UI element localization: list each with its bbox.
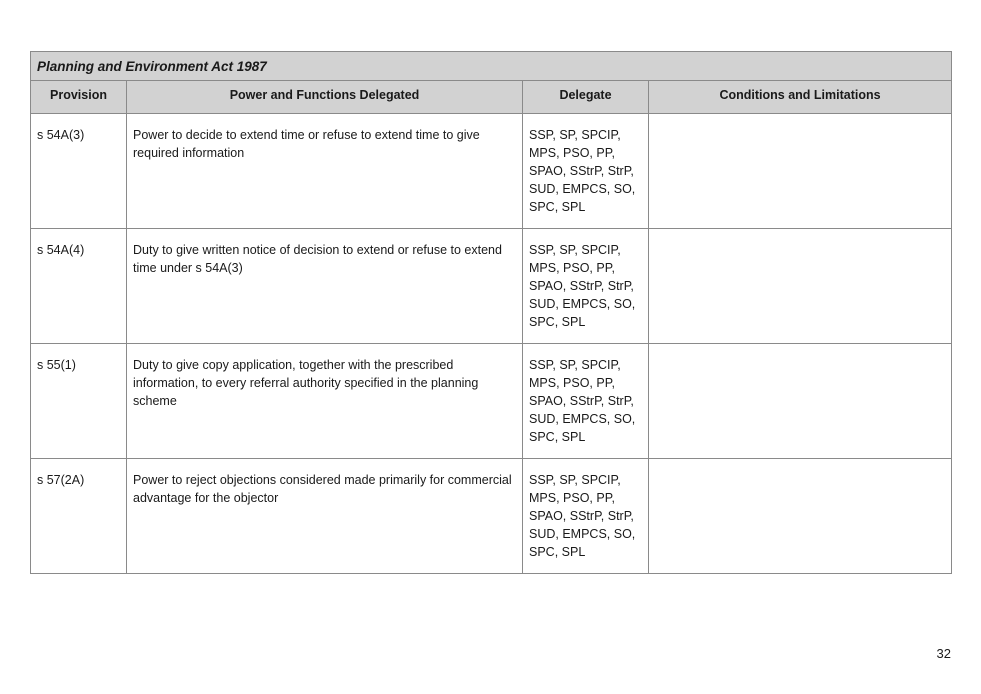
header-delegate: Delegate [523, 81, 649, 114]
power-cell: Duty to give written notice of decision to extend or refuse to extend time under s 54A(3) [127, 229, 523, 344]
delegate-cell: SSP, SP, SPCIP, MPS, PSO, PP, SPAO, SStrP, StrP, SUD, EMPCS, SO, SPC, SPL [523, 114, 649, 229]
delegation-table [30, 51, 952, 574]
provision-cell: s 57(2A) [31, 459, 127, 574]
table-row [31, 114, 952, 229]
table-header-row [31, 81, 952, 114]
provision-cell: s 54A(3) [31, 114, 127, 229]
power-cell: Duty to give copy application, together with the prescribed information, to every referral authority specified in the planning scheme [127, 344, 523, 459]
provision-cell: s 54A(4) [31, 229, 127, 344]
delegate-cell: SSP, SP, SPCIP, MPS, PSO, PP, SPAO, SStrP, StrP, SUD, EMPCS, SO, SPC, SPL [523, 344, 649, 459]
header-conditions: Conditions and Limitations [649, 81, 952, 114]
conditions-cell [649, 344, 952, 459]
conditions-cell [649, 114, 952, 229]
header-provision: Provision [31, 81, 127, 114]
act-title: Planning and Environment Act 1987 [31, 52, 952, 81]
delegate-cell: SSP, SP, SPCIP, MPS, PSO, PP, SPAO, SStrP, StrP, SUD, EMPCS, SO, SPC, SPL [523, 229, 649, 344]
table-row [31, 459, 952, 574]
table-row [31, 229, 952, 344]
delegate-cell: SSP, SP, SPCIP, MPS, PSO, PP, SPAO, SStrP, StrP, SUD, EMPCS, SO, SPC, SPL [523, 459, 649, 574]
table-row [31, 344, 952, 459]
page-number: 32 [936, 646, 951, 661]
power-cell: Power to decide to extend time or refuse to extend time to give required information [127, 114, 523, 229]
header-power: Power and Functions Delegated [127, 81, 523, 114]
conditions-cell [649, 229, 952, 344]
provision-cell: s 55(1) [31, 344, 127, 459]
table-title-row [31, 52, 952, 81]
power-cell: Power to reject objections considered made primarily for commercial advantage for the objector [127, 459, 523, 574]
conditions-cell [649, 459, 952, 574]
